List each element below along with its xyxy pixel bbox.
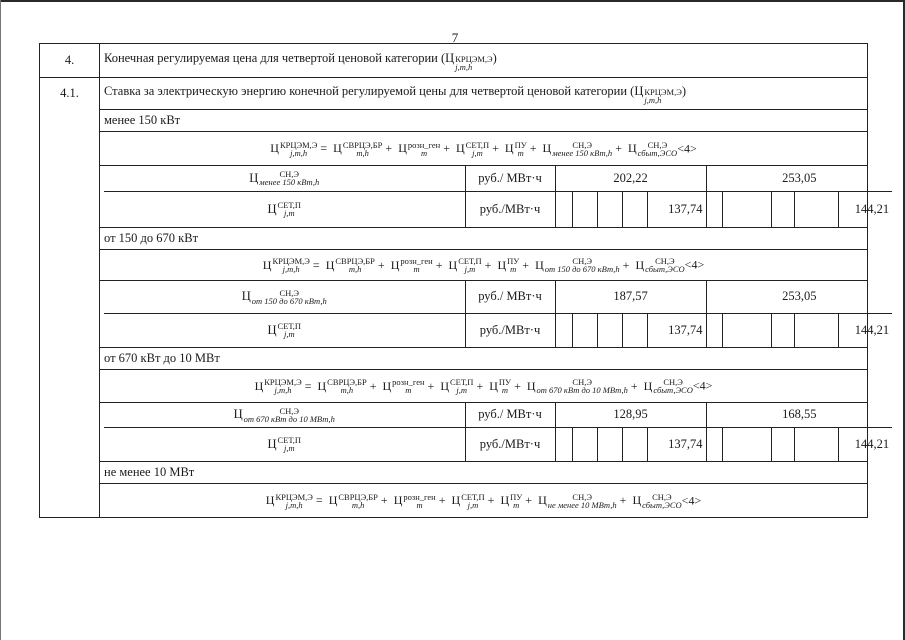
energy-row xyxy=(104,403,892,427)
price-symbol: КРЦЭМ,Э j,m,h xyxy=(644,86,682,105)
price-symbol: КРЦЭМ,Э j,m,h xyxy=(455,53,493,72)
value-cell: 144,21 xyxy=(838,427,892,461)
values-row xyxy=(40,166,868,228)
empty-cell xyxy=(771,191,794,227)
network-row xyxy=(104,313,892,347)
value-cell: 202,22 xyxy=(555,166,706,191)
empty-cell xyxy=(706,427,722,461)
formula-row xyxy=(40,132,868,166)
network-row xyxy=(104,191,892,227)
values-table xyxy=(104,281,892,347)
energy-row xyxy=(104,166,892,191)
empty-cell xyxy=(572,427,597,461)
empty-cell xyxy=(597,427,622,461)
value-cell: 253,05 xyxy=(706,166,892,191)
empty-cell xyxy=(722,191,771,227)
section-heading: от 670 кВт до 10 МВт xyxy=(100,348,868,370)
empty-cell xyxy=(597,191,622,227)
empty-cell xyxy=(794,313,838,347)
symbol-cell: Ц СН,Э от 150 до 670 кВт,h xyxy=(104,281,465,313)
empty-cell xyxy=(555,313,572,347)
section-heading-row xyxy=(40,462,868,484)
symbol-cell: Ц СН,Э от 670 кВт до 10 МВт,h xyxy=(104,403,465,427)
unit-cell: руб./МВт·ч xyxy=(465,191,555,227)
empty-cell xyxy=(771,313,794,347)
section-heading: не менее 10 МВт xyxy=(100,462,868,484)
empty-cell xyxy=(622,313,647,347)
empty-cell xyxy=(794,427,838,461)
unit-cell: руб./МВт·ч xyxy=(465,313,555,347)
value-cell: 137,74 xyxy=(647,427,706,461)
row-number: 4.1. xyxy=(40,78,100,518)
empty-cell xyxy=(572,313,597,347)
empty-cell xyxy=(794,191,838,227)
unit-cell: руб./МВт·ч xyxy=(465,427,555,461)
empty-cell xyxy=(771,427,794,461)
row-4-1 xyxy=(40,78,868,110)
value-cell: 137,74 xyxy=(647,191,706,227)
empty-cell xyxy=(555,427,572,461)
formula-row xyxy=(40,250,868,281)
value-cell: 144,21 xyxy=(838,313,892,347)
section-heading-row xyxy=(40,348,868,370)
empty-cell xyxy=(572,191,597,227)
network-row xyxy=(104,427,892,461)
formula-row xyxy=(40,484,868,518)
price-formula: Ц КРЦЭМ,Э j,m,h = Ц СВРЦЭ,БР m,h + Ц розн_ген m + Ц СЕТ,П j,m + Ц ПУ m + Ц СН,Э не менее 10 МВт,h + Ц СН,Э сбыт,ЭСО <4> xyxy=(100,484,868,518)
page-number: 7 xyxy=(451,30,459,45)
section-heading: от 150 до 670 кВт xyxy=(100,228,868,250)
price-formula: Ц КРЦЭМ,Э j,m,h = Ц СВРЦЭ,БР m,h + Ц розн_ген m + Ц СЕТ,П j,m + Ц ПУ m + Ц СН,Э от 150 до 670 кВт,h + Ц СН,Э сбыт,ЭСО <4> xyxy=(100,250,868,281)
values-table xyxy=(104,403,892,461)
row-text: Конечная регулируемая цена для четвертой ценовой категории (Ц xyxy=(104,50,455,65)
symbol-cell: Ц СЕТ,П j,m xyxy=(104,191,465,227)
empty-cell xyxy=(722,313,771,347)
formula-row xyxy=(40,370,868,403)
empty-cell xyxy=(597,313,622,347)
empty-cell xyxy=(555,191,572,227)
values-row xyxy=(40,281,868,348)
symbol-cell: Ц СЕТ,П j,m xyxy=(104,313,465,347)
empty-cell xyxy=(722,427,771,461)
row-4 xyxy=(40,44,868,78)
value-cell: 168,55 xyxy=(706,403,892,427)
empty-cell xyxy=(706,191,722,227)
row-text: Ставка за электрическую энергию конечной регулируемой цены для четвертой ценовой категории (Ц xyxy=(104,83,644,98)
unit-cell: руб./ МВт·ч xyxy=(465,281,555,313)
section-heading-row xyxy=(40,110,868,132)
unit-cell: руб./ МВт·ч xyxy=(465,166,555,191)
row-description: Конечная регулируемая цена для четвертой ценовой категории (Ц КРЦЭМ,Э j,m,h ) xyxy=(100,44,868,78)
price-formula: Ц КРЦЭМ,Э j,m,h = Ц СВРЦЭ,БР m,h + Ц розн_ген m + Ц СЕТ,П j,m + Ц ПУ m + Ц СН,Э менее 150 кВт,h + Ц СН,Э сбыт,ЭСО <4> xyxy=(100,132,868,166)
value-cell: 253,05 xyxy=(706,281,892,313)
tariff-table xyxy=(39,43,890,518)
values-row xyxy=(40,403,868,462)
values-table xyxy=(104,166,892,227)
section-heading-row xyxy=(40,228,868,250)
unit-cell: руб./ МВт·ч xyxy=(465,403,555,427)
empty-cell xyxy=(622,427,647,461)
value-cell: 144,21 xyxy=(838,191,892,227)
value-cell: 128,95 xyxy=(555,403,706,427)
row-description: Ставка за электрическую энергию конечной регулируемой цены для четвертой ценовой категории (Ц КРЦЭМ,Э j,m,h ) xyxy=(100,78,868,110)
value-cell: 187,57 xyxy=(555,281,706,313)
scan-border-top xyxy=(0,0,905,2)
section-heading: менее 150 кВт xyxy=(100,110,868,132)
row-number: 4. xyxy=(40,44,100,78)
empty-cell xyxy=(706,313,722,347)
price-formula: Ц КРЦЭМ,Э j,m,h = Ц СВРЦЭ,БР m,h + Ц розн_ген m + Ц СЕТ,П j,m + Ц ПУ m + Ц СН,Э от 670 кВт до 10 МВт,h + Ц СН,Э сбыт,ЭСО <4> xyxy=(100,370,868,403)
scan-border-left xyxy=(0,0,1,640)
symbol-cell: Ц СЕТ,П j,m xyxy=(104,427,465,461)
energy-row xyxy=(104,281,892,313)
empty-cell xyxy=(622,191,647,227)
value-cell: 137,74 xyxy=(647,313,706,347)
symbol-cell: Ц СН,Э менее 150 кВт,h xyxy=(104,166,465,191)
